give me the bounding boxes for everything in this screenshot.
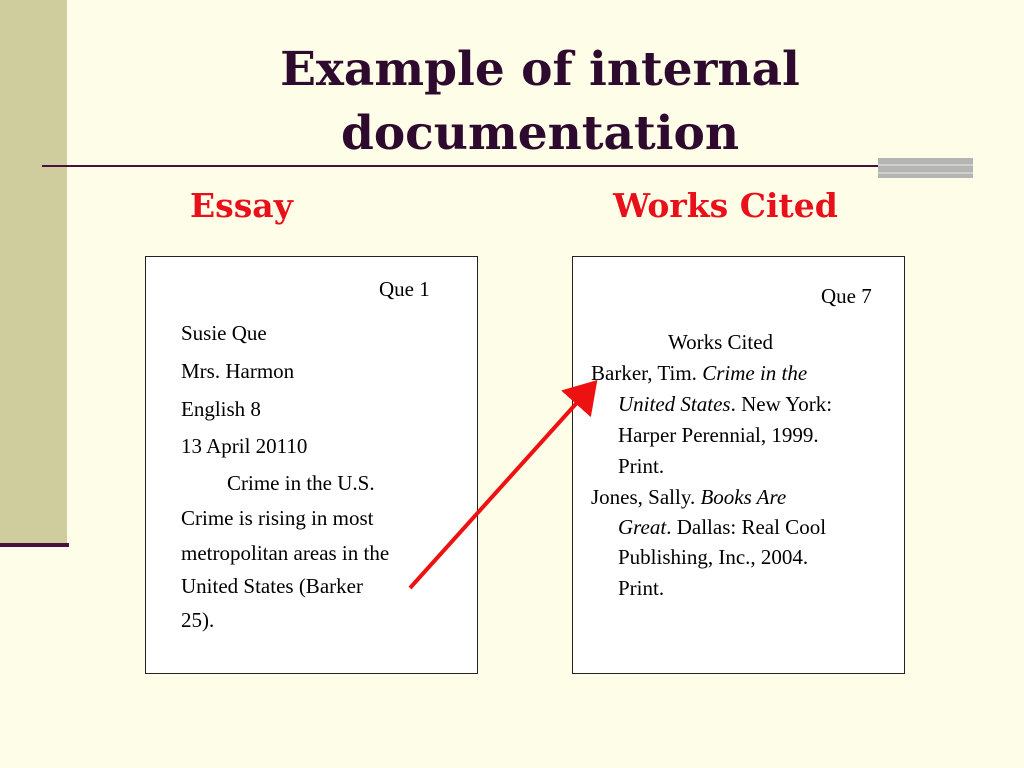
citation-barker-line3: Harper Perennial, 1999. [618,423,819,447]
essay-teacher-name: Mrs. Harmon [181,359,295,383]
essay-page-header: Que 1 [379,277,430,301]
essay-body-line: metropolitan areas in the [181,541,390,565]
slide-title-line1: Example of internal [280,42,800,97]
citation-publisher: . Dallas: Real Cool [666,515,827,539]
citation-title: Great [618,515,667,539]
slide-title-line2: documentation [340,106,740,161]
citation-author: Jones, Sally. [591,485,701,509]
essay-body-line: Crime is rising in most [181,506,374,530]
arrow-line [410,386,592,588]
citation-title: United States [618,392,731,416]
works-cited-heading: Works Cited [613,186,838,225]
essay-student-name: Susie Que [181,321,267,345]
essay-date: 13 April 20110 [181,434,308,458]
essay-title: Crime in the U.S. [227,471,375,495]
works-cited-page-header: Que 7 [821,284,872,308]
essay-body-line: 25). [181,608,215,632]
citation-publisher: . New York: [730,392,833,416]
essay-body-line: United States (Barker [181,574,363,598]
citation-author: Barker, Tim. [591,361,703,385]
citation-title: Books Are [700,485,787,509]
citation-jones-line3: Publishing, Inc., 2004. [618,545,809,569]
citation-jones-line4: Print. [618,576,665,600]
citation-title: Crime in the [702,361,808,385]
essay-course: English 8 [181,397,261,421]
works-cited-title: Works Cited [668,330,774,354]
essay-heading: Essay [190,186,293,225]
citation-barker-line4: Print. [618,454,665,478]
